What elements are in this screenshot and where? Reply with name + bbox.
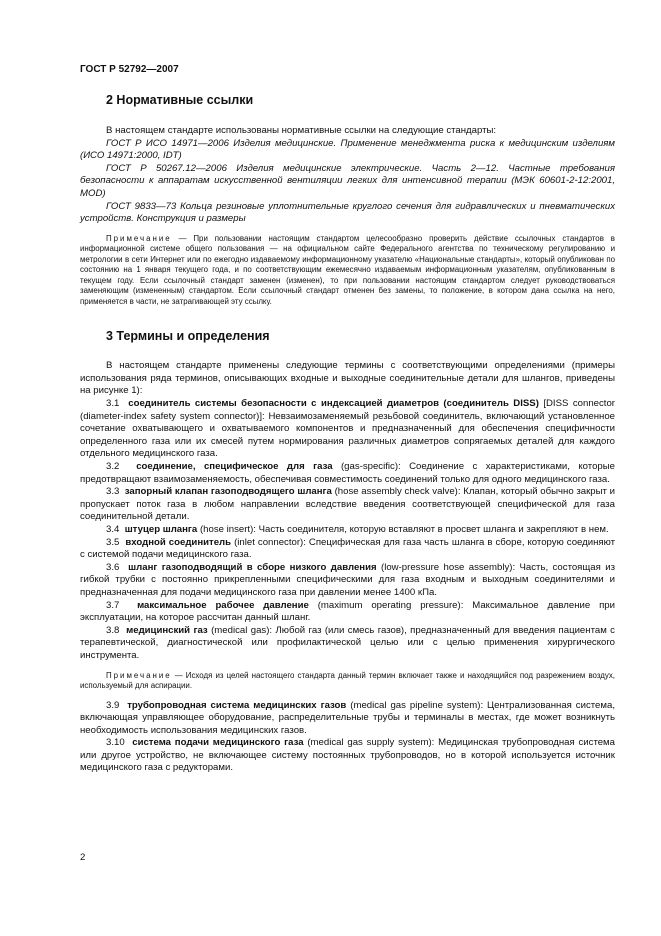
- term-text: (hose assembly check valve): Клапан, который обычно закрыт и пропускает поток газа в любом направлении вследствие введения соответствующей специфической для газа соединительной детали.: [80, 486, 615, 523]
- section-3-intro: В настоящем стандарте применены следующие термины с соответствующими определениями (примеры использования ряда терминов, описывающих входные и выходные соединительные детали для шлангов, приведены на рисунке 1):: [80, 360, 615, 397]
- reference-item: ГОСТ Р ИСО 14971—2006 Изделия медицинские. Применение менеджмента риска к медицинским изделиям (ИСО 14971:2000, IDT): [80, 137, 615, 162]
- term-text: (low-pressure hose assembly): Часть, состоящая из гибкой трубки с постоянно прикрепленными специфическими для газа входным и выходным соединителями и предназначенная для подачи медицинского газа при давлении менее 1400 кПа.: [80, 561, 615, 598]
- term-title: максимальное рабочее давление: [137, 599, 309, 611]
- term-title: система подачи медицинского газа: [132, 737, 304, 749]
- term-title: соединение, специфическое для газа: [136, 461, 333, 472]
- term-number: 3.4: [106, 523, 120, 535]
- term-number: 3.2: [106, 461, 120, 472]
- term-definition: [80, 461, 615, 486]
- term-definition: [80, 625, 615, 663]
- note-label: Примечание: [106, 670, 172, 680]
- term-definition: [80, 486, 615, 524]
- term-title: штуцер шланга: [124, 523, 198, 535]
- term-text: (medical gas): Любой газ (или смесь газов), предназначенный для введения пациентам с терапевтической, диагностической или профилактической целью или с целью применения хирургического инструмента.: [80, 624, 615, 661]
- term-number: 3.5: [106, 536, 120, 548]
- section-2-note: [80, 234, 615, 308]
- document-code: ГОСТ Р 52792—2007: [80, 64, 179, 75]
- term-number: 3.8: [106, 624, 120, 636]
- term-number: 3.7: [106, 599, 120, 611]
- term-number: 3.10: [106, 737, 125, 749]
- reference-item: ГОСТ Р 50267.12—2006 Изделия медицинские электрические. Часть 2—12. Частные требования безопасности к аппаратам искусственной вентиляции легких для интенсивной терапии (МЭК 60601-2-12:2001, MOD): [80, 162, 615, 199]
- term-number: 3.9: [106, 699, 120, 711]
- term-definition: [80, 737, 615, 775]
- term-title: соединитель системы безопасности с индексацией диаметров (соединитель DISS): [128, 398, 539, 410]
- section-3-title: 3 Термины и определения: [106, 329, 270, 344]
- term-text: (hose insert): Часть соединителя, которую вставляют в просвет шланга и закрепляют в нем.: [197, 523, 609, 535]
- term-title: входной соединитель: [125, 536, 232, 548]
- term-definition: [80, 562, 615, 600]
- term-title: трубопроводная система медицинских газов: [127, 699, 347, 711]
- note-text: — Исходя из целей настоящего стандарта данный термин включает также и находящийся под разрежением воздух, используемый для аспирации.: [80, 670, 615, 690]
- term-text: (medical gas pipeline system): Централизованная система, включающая управляющее оборудование, распределительные трубы и терминалы в местах, где может возникнуть необходимость использования медицинских газов.: [80, 699, 615, 736]
- term-definition: [80, 537, 615, 562]
- term-definition: [80, 398, 615, 461]
- term-number: 3.6: [106, 561, 120, 573]
- reference-item: ГОСТ 9833—73 Кольца резиновые уплотнительные круглого сечения для гидравлических и пневматических устройств. Конструкция и размеры: [80, 200, 615, 225]
- term-number: 3.1: [106, 398, 120, 410]
- section-3-note: [80, 671, 615, 692]
- section-2-title: 2 Нормативные ссылки: [106, 93, 254, 107]
- term-text: [DISS connector (diameter-index safety system connector)]: Невзаимозаменяемый резьбовой соединитель, включающий установленное сочетание охватывающего и охватываемого компонентов и предназначенный для обеспечения специфичности определенного газа или их смесей путем нормирования различных диаметров сопрягаемых деталей для каждого отдельного медицинского газа.: [80, 398, 615, 460]
- section-2-intro: В настоящем стандарте использованы нормативные ссылки на следующие стандарты:: [106, 125, 497, 136]
- term-title: медицинский газ: [126, 624, 208, 636]
- note-label: Примечание: [106, 233, 172, 243]
- term-text: (inlet connector): Специфическая для газа часть шланга в сборе, которую соединяют с системой подачи медицинского газа.: [80, 536, 615, 561]
- page-content: [80, 92, 615, 775]
- term-title: шланг газоподводящий в сборе низкого давления: [128, 561, 377, 573]
- term-title: запорный клапан газоподводящего шланга: [124, 486, 332, 498]
- term-definition: [80, 600, 615, 625]
- term-definition: [80, 700, 615, 738]
- page-number: 2: [80, 852, 86, 863]
- term-text: (maximum operating pressure): Максимальное давление при эксплуатации, на которое рассчитан данный шланг.: [80, 599, 615, 624]
- term-text: (medical gas supply system): Медицинская трубопроводная система или другое устройство, не включающее систему постоянных трубопроводов, но в которой используется источник медицинского газа с редукторами.: [80, 737, 615, 774]
- term-number: 3.3: [106, 486, 120, 498]
- note-text: — При пользовании настоящим стандартом целесообразно проверить действие ссылочных стандартов в информационной системе общего пользования — на официальном сайте Федерального агентства по техническому регулированию и метрологии в сети Интернет или по ежегодно издаваемому информационному указателю «Национальные стандарты», который опубликован по состоянию на 1 января текущего года, и по соответствующим ежемесячно издаваемым информационным указателям, опубликованным в текущем году. Если ссылочный стандарт заменен (изменен), то при пользовании настоящим стандартом следует руководствоваться заменяющим (измененным) стандартом. Если ссылочный стандарт отменен без замены, то положение, в котором дана ссылка на него, применяется в части, не затрагивающей эту ссылку.: [80, 233, 615, 306]
- term-text: (gas-specific): Соединение с характеристиками, которые предотвращают взаимозаменяемость, обеспечивая совместимость соединений только для одного медицинского газа.: [80, 461, 615, 485]
- term-definition: [80, 524, 615, 537]
